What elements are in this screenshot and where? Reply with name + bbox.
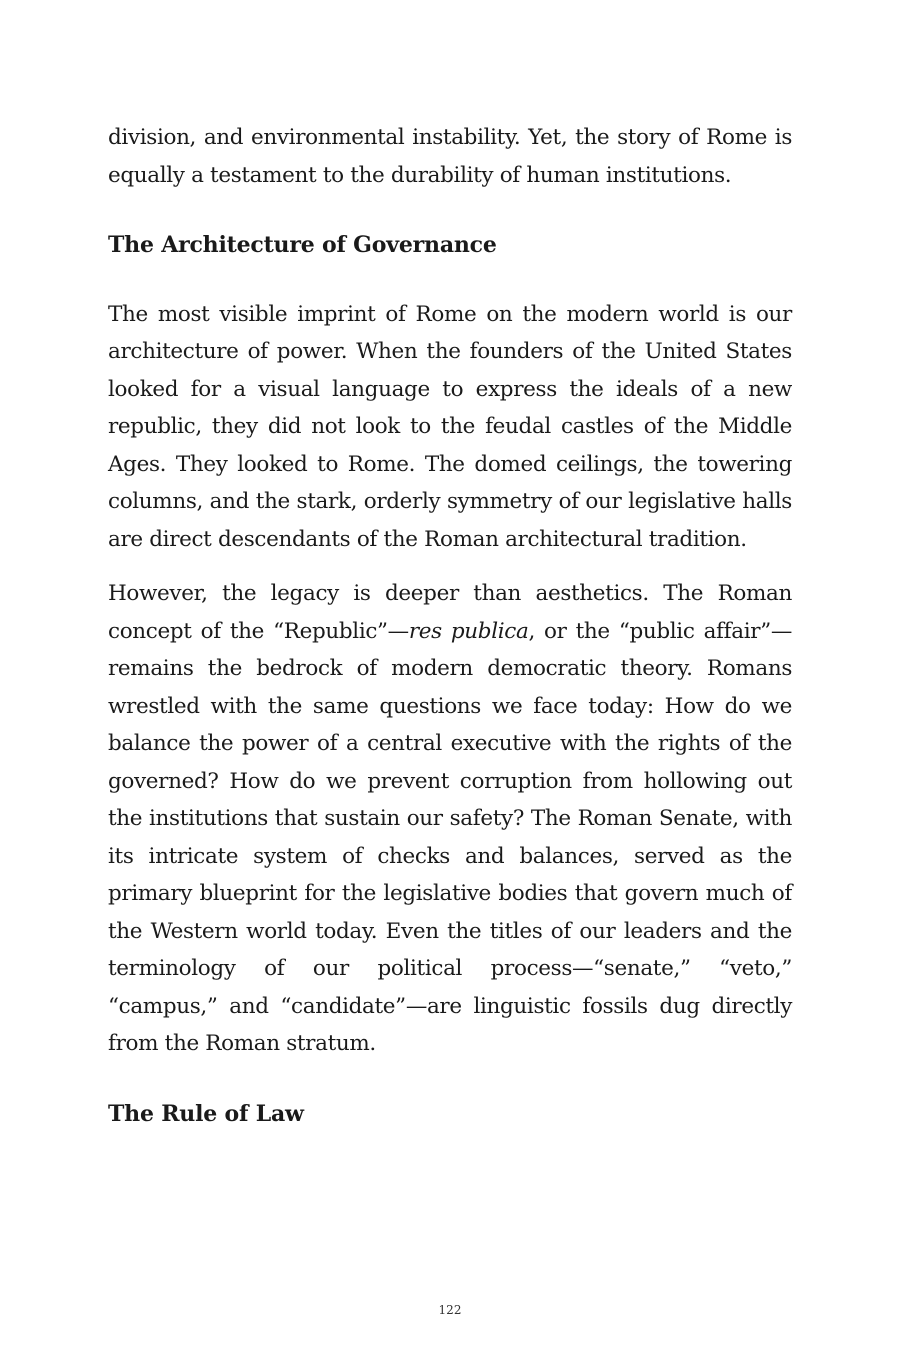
res-publica-term: res publica (408, 618, 529, 644)
page-number: 122 (438, 1303, 462, 1317)
section-heading-governance: The Architecture of Governance (108, 232, 497, 258)
architecture-paragraph: The most visible imprint of Rome on the modern world is our architecture of power. When the founders of the United States looked for a visual language to express the ideals of a new republic, they did not look to the feudal castles of the Middle Ages. They looked to Rome. The domed ceilings, the towering columns, and the stark, orderly symmetry of our legislative halls are direct descendants of the Roman architectural tradition. (108, 301, 792, 552)
section-heading-rule-of-law: The Rule of Law (108, 1100, 304, 1127)
page-body (108, 119, 792, 1133)
legacy-text-end: , or the “public affair”—remains the bedrock of modern democratic theory. Romans wrestled with the same questions we face today: How do we balance the power of a central executive with the rights of the governed? How do we prevent corruption from hollowing out the institutions that sustain our safety? The Roman Senate, with its intricate system of checks and balances, served as the primary blueprint for the legislative bodies that govern much of the Western world today. Even the titles of our leaders and the terminology of our political process—“senate,” “veto,” “campus,” and “candidate”—are linguistic fossils dug directly from the Roman stratum. (108, 618, 792, 1056)
intro-paragraph: division, and environmental instability. Yet, the story of Rome is equally a testament to the durability of human institutions. (108, 125, 792, 188)
legacy-text-start: However, the legacy is deeper than aesthetics. The Roman concept of the “Republic”— (108, 581, 792, 644)
legacy-paragraph (108, 575, 792, 1063)
